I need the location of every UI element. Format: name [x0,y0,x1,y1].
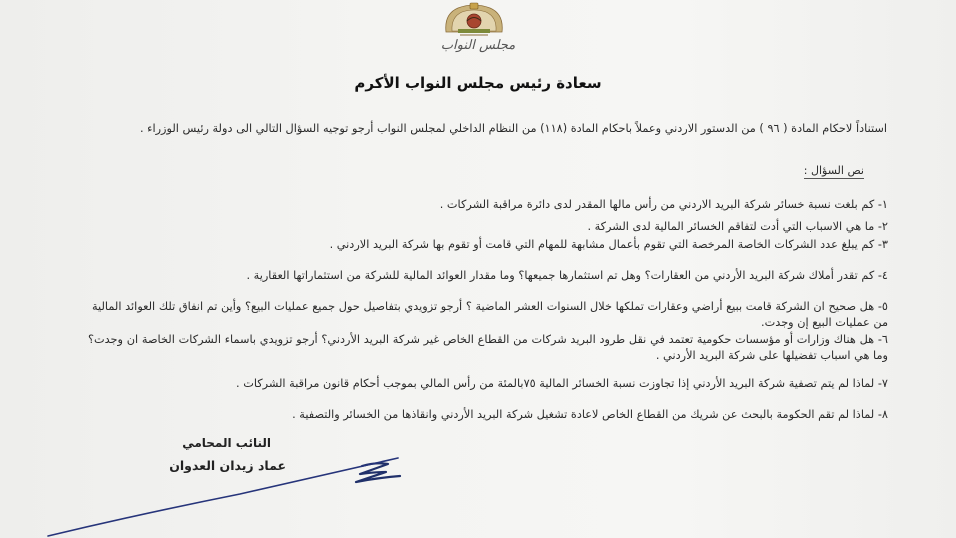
question-item: ٥- هل صحيح ان الشركة قامت ببيع أراضي وعقارات تملكها خلال السنوات العشر الماضية ؟ أرجو تزويدي بتفاصيل حول جميع عمليات البيع؟ وأين تم انفاق تلك العوائد المالية من عمليات البيع إن وجدت. [92,300,888,329]
handwritten-signature-icon [20,452,440,538]
question-item: ٢- ما هي الاسباب التي أدت لتفاقم الخسائر المالية لدى الشركة . [587,220,888,233]
salutation-heading: سعادة رئيس مجلس النواب الأكرم [354,74,602,92]
question-item: ٤- كم تقدر أملاك شركة البريد الأردني من العقارات؟ وهل تم استثمارها جميعها؟ وما مقدار العوائد المالية للشركة من استثماراتها العقارية . [246,269,888,282]
signature-title: النائب المحامي [182,436,271,450]
intro-paragraph: استناداً لاحكام المادة ( ٩٦ ) من الدستور الاردني وعملاً باحكام المادة (١١٨) من النظام الداخلي لمجلس النواب أرجو توجيه السؤال التالي الى دولة رئيس الوزراء . [139,122,887,135]
question-item: ٣- كم يبلغ عدد الشركات الخاصة المرخصة التي تقوم بأعمال مشابهة للمهام التي قامت أو تقوم بها شركة البريد الاردني . [329,238,888,251]
question-item: ١- كم بلغت نسبة خسائر شركة البريد الاردني من رأس مالها المقدر لدى دائرة مراقبة الشركات . [439,198,888,211]
questions-heading: نص السؤال : [803,164,864,177]
signature-name: عماد زيدان العدوان [169,458,286,473]
question-item: ٦- هل هناك وزارات أو مؤسسات حكومية تعتمد في نقل طرود البريد شركات من القطاع الخاص غير شركة البريد الأردني؟ أرجو تزويدي باسماء الشركات الخاصة ان وجدت؟وما هي اسباب تفضيلها على شركة البريد الأردني . [88,333,888,362]
question-item: ٨- لماذا لم تقم الحكومة بالبحث عن شريك من القطاع الخاص لاعادة تشغيل شركة البريد الأردني وانقاذها من الخسائر والتصفية . [292,408,888,421]
question-item: ٧- لماذا لم يتم تصفية شركة البريد الأردني إذا تجاوزت نسبة الخسائر المالية ٧٥بالمئة من رأس المالي بموجب أحكام قانون مراقبة الشركات . [236,377,888,390]
council-signature-logo: مجلس النواب [440,38,516,53]
